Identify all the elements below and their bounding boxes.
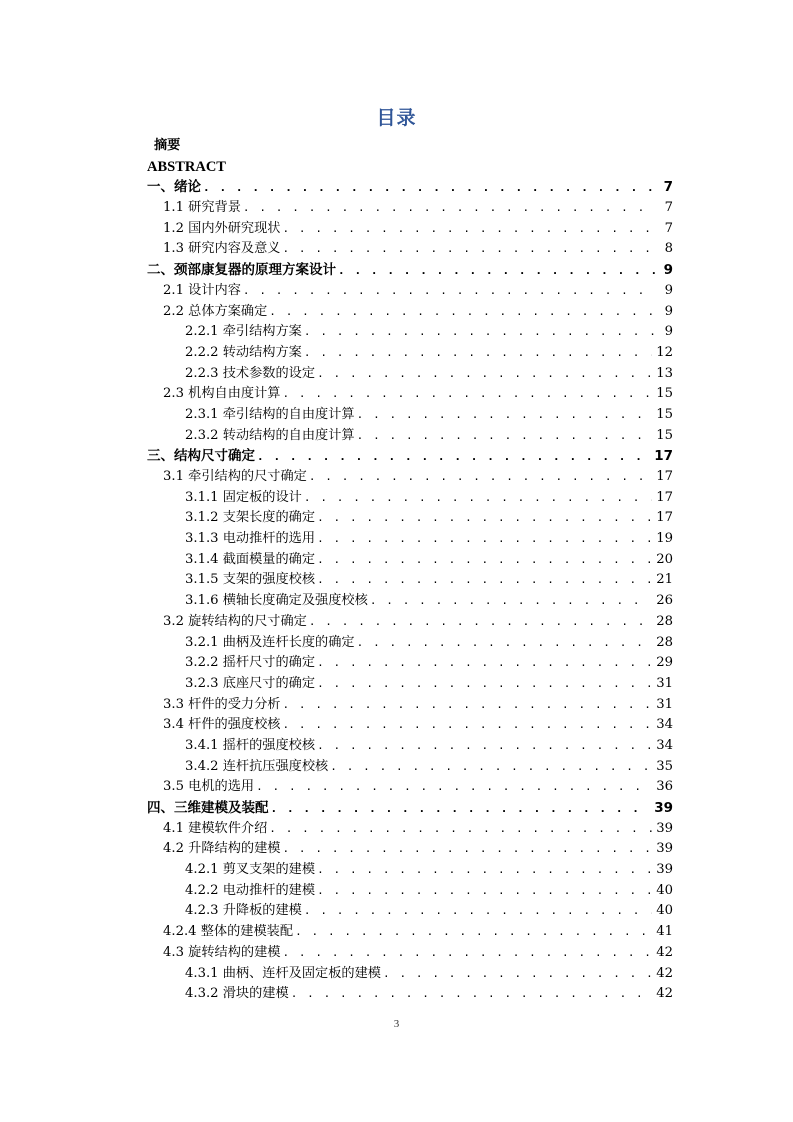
toc-entry[interactable] bbox=[147, 943, 673, 964]
toc-entry-page: 9 bbox=[664, 303, 673, 319]
toc-entry-page: 17 bbox=[654, 448, 673, 465]
toc-entry[interactable] bbox=[147, 157, 673, 178]
toc-entry-page: 31 bbox=[656, 696, 673, 712]
toc-entry[interactable] bbox=[147, 302, 673, 323]
toc-dot-leader bbox=[256, 777, 652, 798]
toc-entry-page: 31 bbox=[656, 675, 673, 691]
toc-entry-page: 29 bbox=[656, 655, 673, 671]
toc-entry-page: 7 bbox=[664, 200, 673, 216]
toc-dot-leader bbox=[317, 364, 652, 385]
toc-entry-label: 4.2.3 升降板的建模 bbox=[185, 903, 302, 919]
toc-entry-label: 2.2.3 技术参数的设定 bbox=[185, 365, 316, 381]
toc-entry-label: 2.3.1 牵引结构的自由度计算 bbox=[185, 406, 355, 422]
toc-dot-leader bbox=[257, 447, 650, 467]
toc-entry[interactable] bbox=[147, 198, 673, 219]
toc-entry-page: 17 bbox=[656, 489, 673, 505]
toc-entry-label: 3.2.1 曲柄及连杆长度的确定 bbox=[185, 634, 355, 650]
toc-entry-label: 3.1.2 支架长度的确定 bbox=[185, 510, 316, 526]
toc-dot-leader bbox=[317, 881, 652, 902]
toc-entry-page: 42 bbox=[656, 944, 673, 960]
toc-entry[interactable] bbox=[147, 343, 673, 364]
toc-entry-page: 13 bbox=[656, 365, 673, 381]
toc-dot-leader bbox=[271, 799, 651, 819]
toc-dot-leader bbox=[243, 198, 655, 219]
toc-dot-leader bbox=[282, 715, 652, 736]
toc-entry[interactable] bbox=[147, 364, 673, 385]
toc-entry-label: 1.1 研究背景 bbox=[163, 200, 241, 216]
toc-entry-label: 三、结构尺寸确定 bbox=[147, 448, 255, 465]
toc-entry[interactable] bbox=[147, 653, 673, 674]
toc-dot-leader bbox=[282, 239, 655, 260]
toc-entry-page: 9 bbox=[664, 282, 673, 298]
table-of-contents bbox=[147, 136, 673, 1005]
toc-entry[interactable] bbox=[147, 901, 673, 922]
toc-entry[interactable] bbox=[147, 984, 673, 1005]
toc-entry[interactable] bbox=[147, 446, 673, 467]
toc-entry-page: 28 bbox=[656, 613, 673, 629]
toc-entry-label: 4.2.2 电动推杆的建模 bbox=[185, 882, 316, 898]
toc-entry-label: 3.2.2 摇杆尺寸的确定 bbox=[185, 655, 316, 671]
toc-dot-leader bbox=[304, 901, 652, 922]
toc-dot-leader bbox=[317, 653, 652, 674]
toc-entry-page: 36 bbox=[656, 779, 673, 795]
toc-entry-label: 1.3 研究内容及意义 bbox=[163, 241, 281, 257]
toc-entry-page: 41 bbox=[656, 924, 673, 940]
toc-entry-page: 9 bbox=[664, 324, 673, 340]
toc-entry-label: 3.3 杆件的受力分析 bbox=[163, 696, 281, 712]
toc-dot-leader bbox=[304, 488, 652, 509]
toc-dot-leader bbox=[317, 529, 652, 550]
toc-entry[interactable] bbox=[147, 550, 673, 571]
toc-entry-page: 40 bbox=[656, 882, 673, 898]
toc-entry-label: 3.1.1 固定板的设计 bbox=[185, 489, 302, 505]
toc-dot-leader bbox=[317, 508, 652, 529]
toc-entry[interactable] bbox=[147, 508, 673, 529]
toc-entry[interactable] bbox=[147, 695, 673, 716]
toc-dot-leader bbox=[309, 612, 652, 633]
toc-dot-leader bbox=[269, 819, 652, 840]
toc-entry[interactable] bbox=[147, 777, 673, 798]
toc-entry[interactable] bbox=[147, 426, 673, 447]
toc-entry-page: 21 bbox=[656, 572, 673, 588]
toc-entry-label: ABSTRACT bbox=[147, 158, 226, 175]
toc-entry-page: 40 bbox=[656, 903, 673, 919]
page-number: 3 bbox=[393, 1018, 400, 1030]
toc-entry-page: 15 bbox=[656, 427, 673, 443]
toc-entry-label: 3.1 牵引结构的尺寸确定 bbox=[163, 469, 307, 484]
toc-entry-label: 4.2 升降结构的建模 bbox=[163, 841, 281, 857]
toc-entry-page: 42 bbox=[656, 965, 673, 981]
toc-dot-leader bbox=[317, 570, 652, 591]
toc-entry-label: 2.2 总体方案确定 bbox=[163, 303, 268, 319]
toc-entry[interactable] bbox=[147, 839, 673, 860]
toc-dot-leader bbox=[282, 219, 655, 240]
toc-entry[interactable] bbox=[147, 964, 673, 985]
toc-dot-leader bbox=[338, 261, 655, 281]
toc-entry-page: 12 bbox=[656, 344, 673, 360]
toc-entry-page: 28 bbox=[656, 634, 673, 650]
toc-entry-page: 17 bbox=[656, 510, 673, 526]
toc-entry[interactable] bbox=[147, 633, 673, 654]
toc-entry[interactable] bbox=[147, 612, 673, 633]
toc-entry-label: 3.1.3 电动推杆的选用 bbox=[185, 531, 316, 547]
toc-entry-page: 9 bbox=[663, 262, 673, 279]
toc-entry[interactable] bbox=[147, 529, 673, 550]
toc-entry-label: 4.2.1 剪叉支架的建模 bbox=[185, 862, 316, 878]
toc-dot-leader bbox=[317, 674, 652, 695]
toc-dot-leader bbox=[282, 695, 652, 716]
toc-dot-leader bbox=[304, 322, 655, 343]
toc-dot-leader bbox=[309, 467, 652, 488]
toc-entry-page: 26 bbox=[656, 593, 673, 609]
toc-dot-leader bbox=[383, 964, 652, 985]
toc-entry-label: 一、绪论 bbox=[147, 179, 201, 196]
toc-entry[interactable] bbox=[147, 239, 673, 260]
toc-entry-label: 2.3 机构自由度计算 bbox=[163, 386, 281, 402]
toc-entry-label: 3.1.6 横轴长度确定及强度校核 bbox=[185, 593, 368, 609]
toc-entry[interactable] bbox=[147, 674, 673, 695]
toc-entry-label: 4.3 旋转结构的建模 bbox=[163, 944, 281, 960]
toc-entry-label: 二、颈部康复器的原理方案设计 bbox=[147, 262, 336, 279]
toc-entry-label: 3.4.1 摇杆的强度校核 bbox=[185, 737, 316, 753]
toc-entry[interactable] bbox=[147, 488, 673, 509]
toc-entry[interactable] bbox=[147, 798, 673, 819]
toc-entry[interactable] bbox=[147, 819, 673, 840]
toc-dot-leader bbox=[370, 591, 652, 612]
toc-entry[interactable] bbox=[147, 405, 673, 426]
toc-dot-leader bbox=[269, 302, 655, 323]
toc-entry-label: 四、三维建模及装配 bbox=[147, 800, 269, 816]
toc-entry[interactable] bbox=[147, 136, 673, 157]
toc-entry[interactable] bbox=[147, 260, 673, 281]
toc-entry-page: 20 bbox=[656, 551, 673, 567]
toc-entry-label: 3.2 旋转结构的尺寸确定 bbox=[163, 613, 307, 629]
toc-dot-leader bbox=[357, 426, 653, 447]
toc-dot-leader bbox=[243, 281, 655, 302]
toc-entry-label: 4.2.4 整体的建模装配 bbox=[163, 924, 294, 940]
toc-entry[interactable] bbox=[147, 570, 673, 591]
toc-entry-label: 1.2 国内外研究现状 bbox=[163, 220, 281, 236]
toc-entry[interactable] bbox=[147, 591, 673, 612]
toc-entry[interactable] bbox=[147, 736, 673, 757]
toc-dot-leader bbox=[282, 839, 652, 860]
toc-entry-label: 3.1.5 支架的强度校核 bbox=[185, 572, 316, 588]
toc-entry[interactable] bbox=[147, 281, 673, 302]
toc-entry-label: 摘要 bbox=[154, 138, 181, 153]
toc-entry[interactable] bbox=[147, 881, 673, 902]
toc-entry-label: 3.1.4 截面模量的确定 bbox=[185, 551, 316, 567]
toc-dot-leader bbox=[304, 343, 652, 364]
toc-entry-page: 34 bbox=[656, 717, 673, 733]
toc-dot-leader bbox=[317, 736, 652, 757]
toc-entry-page: 8 bbox=[664, 241, 673, 257]
toc-dot-leader bbox=[317, 550, 652, 571]
toc-entry-page: 39 bbox=[654, 800, 673, 816]
toc-entry[interactable] bbox=[147, 177, 673, 198]
toc-dot-leader bbox=[282, 943, 652, 964]
toc-dot-leader bbox=[282, 384, 652, 405]
toc-dot-leader bbox=[357, 405, 653, 426]
toc-entry-label: 4.3.2 滑块的建模 bbox=[185, 986, 289, 1002]
toc-entry-page: 17 bbox=[656, 469, 673, 484]
toc-entry-label: 2.2.2 转动结构方案 bbox=[185, 344, 302, 360]
toc-entry-label: 4.3.1 曲柄、连杆及固定板的建模 bbox=[185, 965, 381, 981]
toc-entry-page: 39 bbox=[656, 841, 673, 857]
toc-dot-leader bbox=[291, 984, 653, 1005]
toc-entry-page: 15 bbox=[656, 406, 673, 422]
toc-entry[interactable] bbox=[147, 715, 673, 736]
toc-entry-page: 42 bbox=[656, 986, 673, 1002]
toc-entry[interactable] bbox=[147, 922, 673, 943]
toc-entry[interactable] bbox=[147, 467, 673, 488]
toc-entry-page: 7 bbox=[663, 179, 673, 196]
toc-entry-page: 34 bbox=[656, 737, 673, 753]
toc-entry-label: 3.4 杆件的强度校核 bbox=[163, 717, 281, 733]
toc-dot-leader bbox=[295, 922, 652, 943]
toc-entry-label: 3.2.3 底座尺寸的确定 bbox=[185, 675, 316, 691]
toc-entry-label: 4.1 建模软件介绍 bbox=[163, 820, 268, 836]
toc-entry-page: 19 bbox=[656, 531, 673, 547]
toc-entry-page: 15 bbox=[656, 386, 673, 402]
toc-dot-leader bbox=[317, 860, 652, 881]
toc-entry-page: 39 bbox=[656, 820, 673, 836]
toc-entry[interactable] bbox=[147, 384, 673, 405]
toc-dot-leader bbox=[203, 178, 655, 198]
toc-dot-leader bbox=[330, 757, 652, 778]
toc-title: 目录 bbox=[376, 107, 417, 129]
toc-entry[interactable] bbox=[147, 757, 673, 778]
toc-entry-page: 39 bbox=[656, 862, 673, 878]
toc-entry-label: 2.2.1 牵引结构方案 bbox=[185, 324, 302, 340]
toc-dot-leader bbox=[357, 633, 653, 654]
toc-entry-label: 3.5 电机的选用 bbox=[163, 779, 255, 795]
toc-entry-label: 3.4.2 连杆抗压强度校核 bbox=[185, 758, 329, 774]
toc-entry[interactable] bbox=[147, 860, 673, 881]
toc-entry[interactable] bbox=[147, 219, 673, 240]
toc-entry-page: 7 bbox=[664, 220, 673, 236]
toc-entry[interactable] bbox=[147, 322, 673, 343]
toc-entry-label: 2.3.2 转动结构的自由度计算 bbox=[185, 427, 355, 443]
toc-entry-label: 2.1 设计内容 bbox=[163, 282, 241, 298]
toc-entry-page: 35 bbox=[656, 758, 673, 774]
